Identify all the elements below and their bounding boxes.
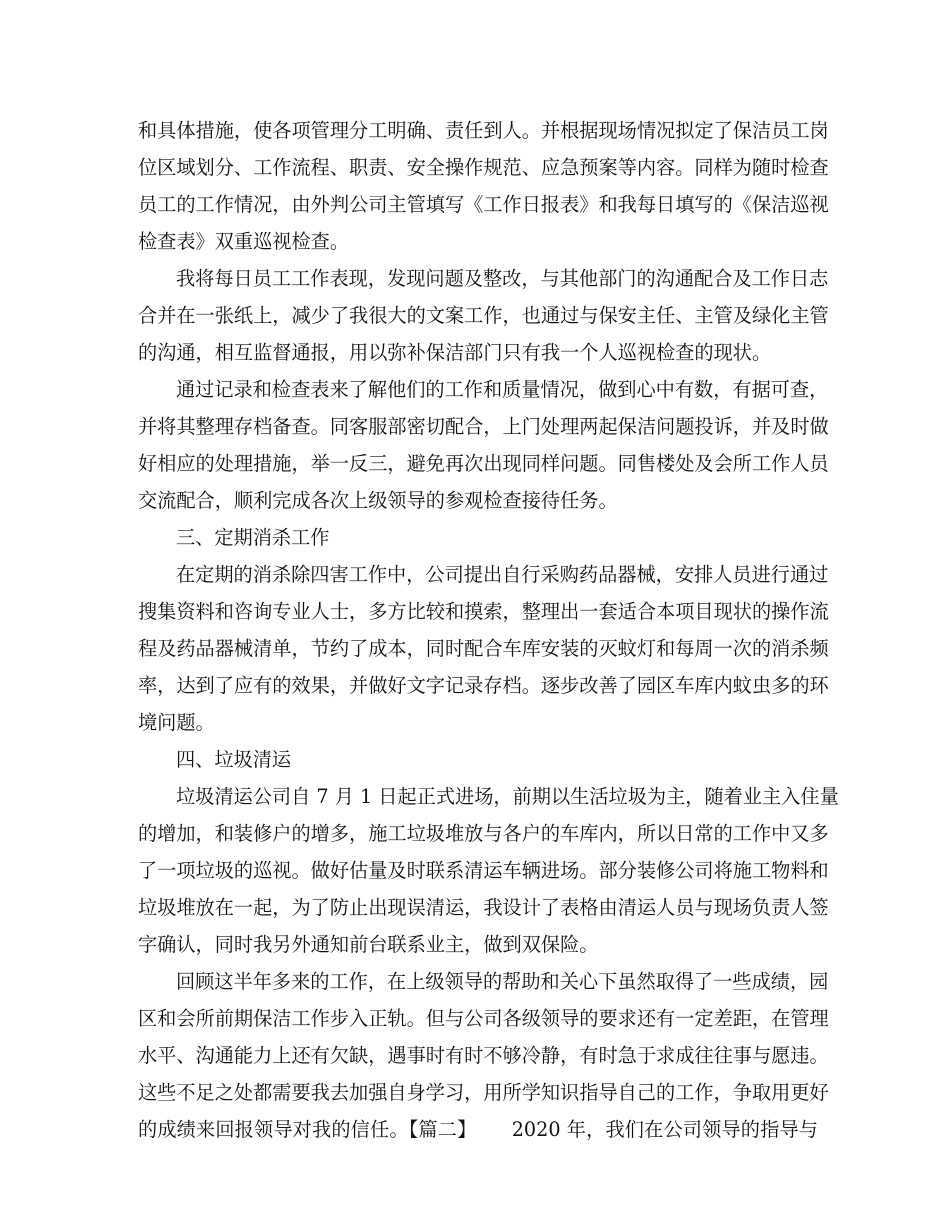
- text-line: 检查表》双重巡视检查。: [138, 230, 350, 253]
- text-line: 位区域划分、工作流程、职责、安全操作规范、应急预案等内容。同样为随时检查: [138, 156, 829, 179]
- text-line: 水平、沟通能力上还有欠缺，遇事时有时不够冷静，有时急于求成往往事与愿违。: [138, 1044, 829, 1067]
- text-line: 并将其整理存档备查。同客服部密切配合，上门处理两起保洁问题投诉，并及时做: [138, 415, 829, 438]
- text-line: 程及药品器械清单，节约了成本，同时配合车库安装的灭蚊灯和每周一次的消杀频: [138, 637, 829, 660]
- text-line: 员工的工作情况，由外判公司主管填写《工作日报表》和我每日填写的《保洁巡视: [138, 193, 829, 216]
- text-line: 垃圾堆放在一起，为了防止出现误清运，我设计了表格由清运人员与现场负责人签: [138, 896, 829, 919]
- text-line: 三、定期消杀工作: [176, 526, 330, 549]
- text-line: 回顾这半年多来的工作，在上级领导的帮助和关心下虽然取得了一些成绩，园: [176, 970, 829, 993]
- text-line: 的沟通，相互监督通报，用以弥补保洁部门只有我一个人巡视检查的现状。: [138, 341, 772, 364]
- text-line: 搜集资料和咨询专业人士，多方比较和摸索，整理出一套适合本项目现状的操作流: [138, 600, 829, 623]
- text-line: 垃圾清运公司自 7 月 1 日起正式进场，前期以生活垃圾为主，随着业主入住量: [176, 785, 839, 808]
- document-body: [138, 112, 839, 1148]
- text-line: 交流配合，顺利完成各次上级领导的参观检查接待任务。: [138, 489, 618, 512]
- text-line: 合并在一张纸上，减少了我很大的文案工作，也通过与保安主任、主管及绿化主管: [138, 304, 829, 327]
- text-line: 的成绩来回报领导对我的信任。【篇二】 2020 年，我们在公司领导的指导与: [138, 1118, 818, 1141]
- text-line: 好相应的处理措施，举一反三，避免再次出现同样问题。同售楼处及会所工作人员: [138, 452, 829, 475]
- text-line: 四、垃圾清运: [176, 748, 292, 771]
- text-line: 了一项垃圾的巡视。做好估量及时联系清运车辆进场。部分装修公司将施工物料和: [138, 859, 829, 882]
- text-line: 的增加，和装修户的增多，施工垃圾堆放与各户的车库内，所以日常的工作中又多: [138, 822, 829, 845]
- text-line: 区和会所前期保洁工作步入正轨。但与公司各级领导的要求还有一定差距，在管理: [138, 1007, 829, 1030]
- text-line: 境问题。: [138, 711, 215, 734]
- text-line: 我将每日员工工作表现，发现问题及整改，与其他部门的沟通配合及工作日志: [176, 267, 829, 290]
- text-line: 和具体措施，使各项管理分工明确、责任到人。并根据现场情况拟定了保洁员工岗: [138, 119, 829, 142]
- text-line: 率，达到了应有的效果，并做好文字记录存档。逐步改善了园区车库内蚊虫多的环: [138, 674, 829, 697]
- text-line: 在定期的消杀除四害工作中，公司提出自行采购药品器械，安排人员进行通过: [176, 563, 829, 586]
- text-line: 这些不足之处都需要我去加强自身学习，用所学知识指导自己的工作，争取用更好: [138, 1081, 829, 1104]
- text-line: 通过记录和检查表来了解他们的工作和质量情况，做到心中有数，有据可查，: [176, 378, 829, 401]
- text-line: 字确认，同时我另外通知前台联系业主，做到双保险。: [138, 933, 599, 956]
